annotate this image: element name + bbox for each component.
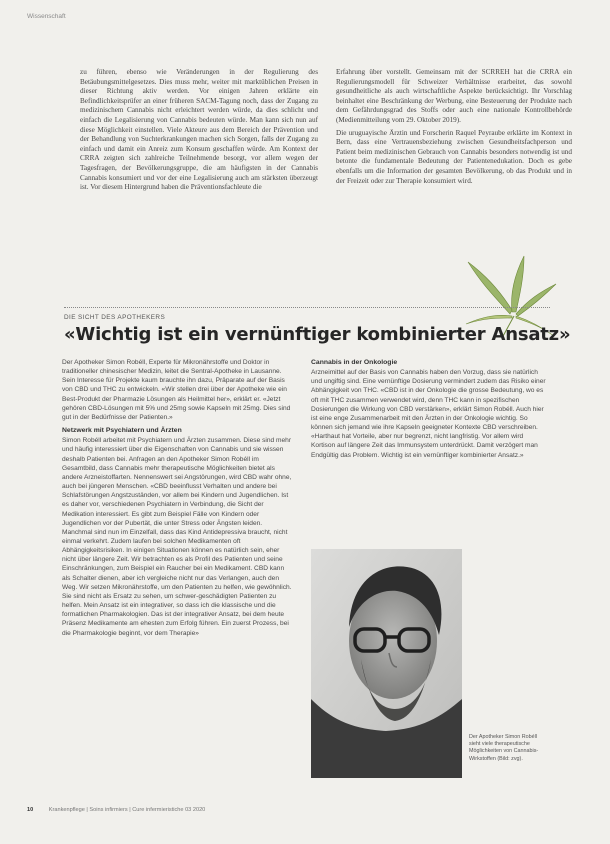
top-left-column	[80, 68, 318, 196]
feature-kicker: DIE SICHT DES APOTHEKERS	[64, 314, 166, 321]
footer-publication: Krankenpflege | Soins infirmiers | Cure infermieristiche 03 2020	[48, 807, 206, 813]
page-number: 10	[27, 807, 34, 813]
portrait-photo	[311, 549, 462, 778]
section-header: Wissenschaft	[27, 13, 66, 20]
paragraph: Simon Robéll arbeitet mit Psychiatern und Ärzten zusammen. Diese sind mehr und häufig interessiert über die Eigenschaften von Cannabis und sie wissen deshalb Patienten bei. Anfragen an den Apotheker Simon Robéll im Gesamtbild, dass Cannabis mehr therapeutische Möglichkeiten bietet als andere Arzneistoffarten. Nennenswert sei Angstörungen, wird CBD wahr ohne, auch bei jüngeren Menschen. «CBD beeinflusst Verhalten und andere bei Schlafstörungen Angstzuständen, vor allem bei Kindern und Jugendlichen. Ist es daher vor, verschiedenen Psychiatern in Verbindung, die Sicht der Medikation interessiert. Es gibt zum Beispiel Fälle von Kindern oder Jugendlichen vor der Pubertät, die unter Stress oder Ängsten leiden. Manchmal sind nun im Einzelfall, dass das Kind Antidepressiva braucht, nicht einmal verkehrt. Zudem laufen bei solchen Medikamenten oft Abhängigkeitsrisiken. In einigen Situationen können es natürlich sein, eher nicht über längere Zeit. Wir betrachten es als Profil des Patienten und seine Einschränkungen, zum Beispiel ein Raucher bei ein Medikament. CBD kann als Schalter dienen, aber ich vergleiche nicht nur das Verlangen, auch den Weg. Wir setzen Mikronährstoffe, um den Patienten zu helfen, wie gewöhnlich. Sie sind nicht als Ersatz zu sehen, um schwer-geschädigten Patienten zu helfen. Mein Ansatz ist ein integrativer, so dass ich die klassische und die formatlichen Pharmakologien. Das ist der integrativer Ansatz, bei dem heute Präsenz Medikamente am ehesten zum Erfolg führen. Ein zuerst Prozess, bei die Pharmakologie beginnt, vor dem Therapie»	[62, 437, 292, 637]
paragraph: Erfahrung über vorstellt. Gemeinsam mit der SCRREH hat die CRRA ein Regulierungsmodell für Schweizer Verhältnisse erarbeitet, das sowohl gesundheitliche als auch wirtschaftliche Aspekte berücksichtigt. Ihr Vorschlag beinhaltet eine Beschränkung der Werbung, eine Besteuerung der Produkte nach dem Gefährdungsgrad des Stoffs oder auch eine nationale Kontrollbehörde (Medienmitteilung vom 29. Oktober 2019).	[336, 68, 572, 124]
page-footer	[27, 807, 205, 813]
section-divider	[64, 307, 550, 308]
paragraph: Die uruguayische Ärztin und Forscherin Raquel Peyraube erklärte im Kontext in Bern, dass eine Vertrauensbeziehung zwischen Gesundheitsfachperson und Patient beim medizinischen Gebrauch von Cannabis besonders notwendig ist und betonte die fundamentale Bedeutung der Patientenedukation. Doch es gebe ebenfalls um die Information der gesamten Bevölkerung, ob das Produkt und in der Freizeit oder zur Therapie konsumiert wird.	[336, 128, 572, 185]
paragraph: Der Apotheker Simon Robéll, Experte für Mikronährstoffe und Doktor in traditioneller chinesischer Medizin, leitet die Sentral-Apotheke in Lausanne. Sein Interesse für Projekte kaum brauchte ihn dazu, Präparate auf der Basis von CBD und THC zu entwickeln. «Wir stellen drei über der Apotheke wie ein Best-Produkt der Pharmazie Lösungen als Heilmittel her», erklärt er. «Jetzt gehören CBD-Lösungen mit 5% und 25mg sowie Kapseln mit 25mg. Dies sind gut in der Bedürfnisse der Patienten.»	[62, 359, 291, 421]
feature-right-column	[311, 358, 547, 464]
subheading: Cannabis in der Onkologie	[311, 359, 398, 366]
top-right-column	[336, 68, 572, 189]
feature-headline: «Wichtig ist ein vernünftiger kombinierter Ansatz»	[64, 324, 571, 345]
paragraph: Arzneimittel auf der Basis von Cannabis haben den Vorzug, dass sie natürlich und ungiftig sind. Eine vernünftige Dosierung vermindert zudem das Risiko einer Abhängigkeit von THC. «CBD ist in der Onkologie die grosse Bedeutung, wo es oft mit THC zusammen verwendet wird, denn THC kann in spezifischen Dosierungen die Wirkung von CBD verstärken», erklärt Simon Robéll. Auch hier ist eine enge Zusammenarbeit mit den Ärzten in der Onkologie wichtig. So können sich jemand wie ihre Kapseln geeigneter Kontexte CBD verschreiben. «Harthaut hat Vorteile, aber nur begrenzt, nicht langfristig. Vor allem wird Kortison auf längere Zeit das Immunsystem unterdrückt. Damit verzögert man Endgültig das Problem. Wichtig ist ein vernünftiger kombinierter Ansatz.»	[311, 369, 546, 459]
subheading: Netzwerk mit Psychiatern und Ärzten	[62, 427, 182, 435]
photo-caption: Der Apotheker Simon Robéll sieht viele therapeutische Möglichkeiten von Cannabis-Wirkstoffen (Bild: zvg).	[469, 734, 539, 762]
paragraph: zu führen, ebenso wie Veränderungen in der Regulierung des Betäubungsmittelgesetzes. Dies muss mehr, weiter mit marktüblichen Preisen in dieser Richtung aktiv werden. Vor einigen Jahren erklärte ein Befindlichkeitsprüfer an einer früheren SACM-Tagung noch, dass der Zugang zu medizinischem Cannabis nicht erleichtert werden würde, da dies schlicht und einfach die Legalisierung von Cannabis bedeuten würde. Man kann sich nun auf diese Möglichkeit einstellen. Viele Akteure aus dem Bereich der Prävention und der Behandlung von Suchterkrankungen machen sich Sorgen, falls der Zugang zu einfach und damit ein Anreiz zum Konsum geschaffen würde. Am Kontext der CRRA zeigten sich zahlreiche Teilnehmende besorgt, vor allem wegen der Tagesfragen, der Bevölkerungsgruppe, die am häufigsten in der Cannabis Cannabis konsumiert und vor der eine Legalisierung auch am stärksten überzeugt ist. Vor diesem Hintergrund haben die Präventionsfachleute die	[80, 68, 318, 192]
feature-left-column	[62, 358, 294, 642]
